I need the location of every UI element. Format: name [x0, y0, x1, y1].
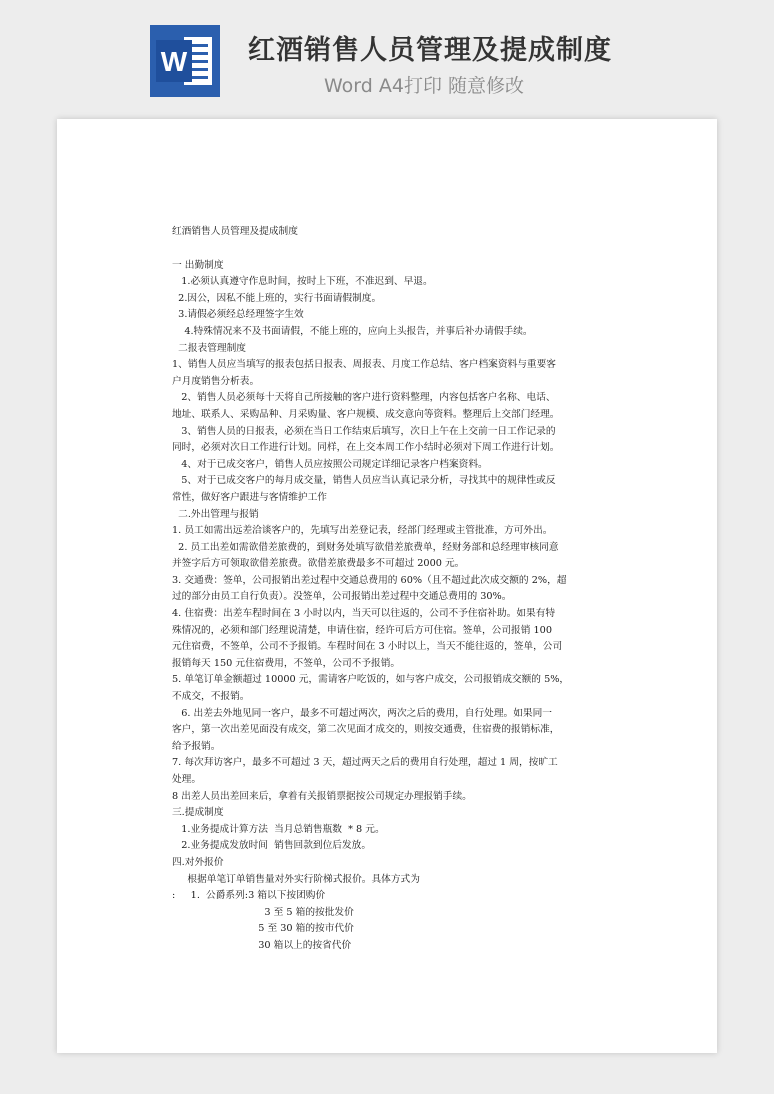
document-line: 4.特殊情况来不及书面请假，不能上班的，应向上头报告，并事后补办请假手续。 — [172, 325, 533, 337]
document-line: 5 至 30 箱的按市代价 — [172, 923, 354, 935]
document-line: 根据单笔订单销售量对外实行阶梯式报价。具体方式为 — [172, 873, 420, 885]
document-line: 二.外出管理与报销 — [172, 508, 259, 520]
document-line: 5. 单笔订单金额超过 10000 元，需请客户吃饭的，如与客户成交，公司报销成交额的 5%， — [172, 674, 570, 686]
document-line: 报销每天 150 元住宿费用，不签单，公司不予报销。 — [172, 657, 401, 669]
document-line: 3 至 5 箱的按批发价 — [172, 906, 354, 918]
document-line: 客户，第一次出差见面没有成交，第二次见面才成交的，则按交通费，住宿费的报销标准， — [172, 724, 560, 736]
document-line: 2. 员工出差如需欲借差旅费的，到财务处填写欲借差旅费单，经财务部和总经理审核同意 — [172, 541, 559, 553]
header-subtitle: Word A4打印 随意修改 — [324, 75, 525, 97]
document-line: 1. 员工如需出远差洽谈客户的，先填写出差登记表，经部门经理或主管批准，方可外出。 — [172, 525, 553, 537]
document-line: 一 出勤制度 — [172, 259, 224, 271]
document-line: 同时，必须对次日工作进行计划。同样，在上交本周工作小结时必须对下周工作进行计划。 — [172, 442, 560, 454]
document-line: : 1. 公爵系列:3 箱以下按团购价 — [172, 890, 326, 902]
document-line: 1.必须认真遵守作息时间，按时上下班，不准迟到、早退。 — [172, 276, 433, 288]
document-line: 4. 住宿费：出差车程时间在 3 小时以内，当天可以往返的，公司不予住宿补助。如果有特 — [172, 608, 556, 620]
document-body — [172, 224, 602, 955]
document-line: 4、对于已成交客户，销售人员应按照公司规定详细记录客户档案资料。 — [172, 458, 488, 470]
document-line: 元住宿费，不签单，公司不予报销。车程时间在 3 小时以上，当天不能往返的，签单，公司 — [172, 641, 563, 653]
document-line: 户月度销售分析表。 — [172, 375, 260, 387]
document-line: 三.提成制度 — [172, 807, 224, 819]
document-line: 殊情况的，必须和部门经理说清楚，申请住宿，经许可后方可住宿。签单，公司报销 100 — [172, 624, 553, 636]
document-line: 过的部分由员工自行负责）。没签单，公司报销出差过程中交通总费用的 30%。 — [172, 591, 512, 603]
document-line: 给予报销。 — [172, 740, 221, 752]
document-lines — [172, 258, 602, 955]
document-line: 30 箱以上的按省代价 — [172, 939, 352, 951]
document-page — [57, 119, 717, 1053]
document-line: 3.请假必须经总经理签字生效 — [172, 309, 304, 321]
word-icon — [150, 25, 220, 97]
document-line: 常性，做好客户跟进与客情维护工作 — [172, 491, 327, 503]
document-line: 8 出差人员出差回来后，拿着有关报销票据按公司规定办理报销手续。 — [172, 790, 472, 802]
document-line: 处理。 — [172, 774, 202, 785]
document-line: 6. 出差去外地见同一客户，最多不可超过两次，两次之后的费用，自行处理。如果同一 — [172, 707, 552, 719]
document-line: 1.业务提成计算方法 当月总销售瓶数 * 8 元。 — [172, 823, 385, 835]
document-line: 2、销售人员必须每十天将自己所接触的客户进行资料整理，内容包括客户名称、电话、 — [172, 392, 556, 404]
document-line: 并签字后方可领取欲借差旅费。欲借差旅费最多不可超过 2000 元。 — [172, 558, 465, 570]
document-line: 7. 每次拜访客户，最多不可超过 3 天，超过两天之后的费用自行处理，超过 1 周，按旷工 — [172, 757, 558, 769]
document-line: 四.对外报价 — [172, 856, 224, 868]
header-title: 红酒销售人员管理及提成制度 — [248, 35, 612, 66]
document-line: 不成交，不报销。 — [172, 691, 250, 703]
word-icon-letter: W — [160, 46, 188, 77]
document-line: 5、对于已成交客户的每月成交量，销售人员应当认真记录分析，寻找其中的规律性或反 — [172, 475, 556, 487]
document-line: 地址、联系人、采购品种、月采购量、客户规模、成交意向等资料。整理后上交部门经理。 — [172, 408, 560, 420]
document-title: 红酒销售人员管理及提成制度 — [172, 226, 298, 237]
document-line: 3. 交通费：签单，公司报销出差过程中交通总费用的 60%（且不超过此次成交额的 2%，超 — [172, 574, 567, 586]
document-line: 2.因公，因私不能上班的，实行书面请假制度。 — [172, 292, 382, 304]
document-line: 二报表管理制度 — [172, 342, 246, 354]
header — [0, 0, 774, 115]
document-line: 2.业务提成发放时间 销售回款到位后发放。 — [172, 840, 372, 852]
document-line: 3、销售人员的日报表，必须在当日工作结束后填写，次日上午在上交前一日工作记录的 — [172, 425, 556, 437]
document-line: 1、销售人员应当填写的报表包括日报表、周报表、月度工作总结、客户档案资料与重要客 — [172, 359, 556, 371]
